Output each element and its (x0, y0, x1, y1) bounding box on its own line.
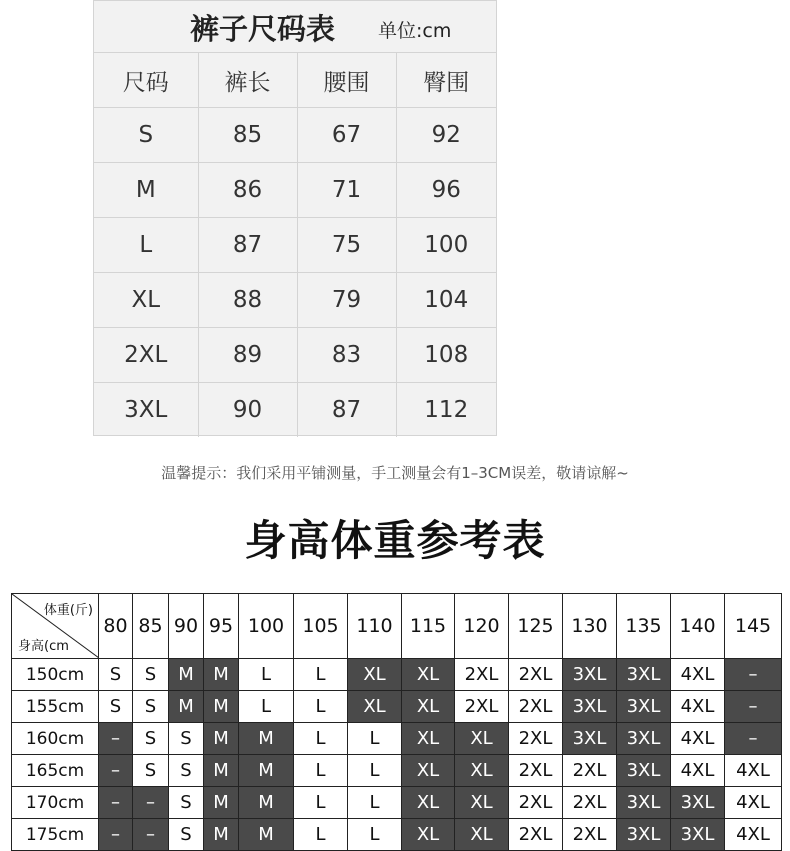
size-recommendation-cell: XL (402, 691, 455, 723)
size-recommendation-cell: 3XL (617, 755, 671, 787)
pants-size-grid (94, 53, 496, 437)
size-recommendation-cell: 3XL (563, 691, 617, 723)
size-recommendation-cell: S (169, 787, 204, 819)
size-recommendation-cell: XL (402, 755, 455, 787)
size-recommendation-cell: 4XL (671, 659, 725, 691)
weight-header-cell: 90 (169, 594, 204, 659)
size-recommendation-cell: 2XL (509, 659, 563, 691)
size-recommendation-cell: M (169, 691, 204, 723)
pants-value-cell: 83 (297, 328, 396, 383)
size-recommendation-cell: L (348, 819, 402, 851)
height-label-cell: 155cm (12, 691, 99, 723)
pants-value-cell: 75 (297, 218, 396, 273)
size-recommendation-cell: S (169, 819, 204, 851)
size-recommendation-cell: – (99, 723, 133, 755)
height-label-cell: 165cm (12, 755, 99, 787)
size-recommendation-cell: XL (455, 755, 509, 787)
size-recommendation-cell: 4XL (671, 691, 725, 723)
pants-value-cell: 87 (297, 383, 396, 438)
pants-value-cell: 85 (198, 108, 297, 163)
pants-size-cell: M (94, 163, 198, 218)
height-row (12, 819, 782, 851)
weight-header-cell: 130 (563, 594, 617, 659)
size-recommendation-cell: M (169, 659, 204, 691)
pants-value-cell: 87 (198, 218, 297, 273)
size-recommendation-cell: L (348, 787, 402, 819)
size-recommendation-cell: L (294, 659, 348, 691)
size-recommendation-cell: XL (348, 659, 402, 691)
size-recommendation-cell: XL (402, 723, 455, 755)
size-recommendation-cell: XL (402, 787, 455, 819)
pants-size-table (93, 0, 497, 436)
size-recommendation-cell: 3XL (617, 691, 671, 723)
pants-table-row (94, 328, 496, 383)
size-recommendation-cell: 2XL (509, 819, 563, 851)
size-recommendation-cell: XL (455, 723, 509, 755)
size-recommendation-cell: M (204, 659, 239, 691)
weight-header-cell: 100 (239, 594, 294, 659)
height-label-cell: 170cm (12, 787, 99, 819)
size-recommendation-cell: 3XL (617, 819, 671, 851)
pants-value-cell: 90 (198, 383, 297, 438)
pants-value-cell: 96 (396, 163, 496, 218)
size-recommendation-cell: S (133, 691, 169, 723)
size-recommendation-cell: 2XL (509, 691, 563, 723)
height-row (12, 787, 782, 819)
pants-value-cell: 79 (297, 273, 396, 328)
height-row (12, 723, 782, 755)
size-recommendation-cell: M (239, 723, 294, 755)
weight-header-cell: 135 (617, 594, 671, 659)
size-recommendation-cell: – (725, 691, 782, 723)
height-row (12, 659, 782, 691)
weight-header-row (12, 594, 782, 659)
size-recommendation-cell: 4XL (725, 787, 782, 819)
pants-size-cell: XL (94, 273, 198, 328)
pants-value-cell: 100 (396, 218, 496, 273)
pants-value-cell: 88 (198, 273, 297, 328)
pants-size-cell: 2XL (94, 328, 198, 383)
pants-value-cell: 108 (396, 328, 496, 383)
size-recommendation-cell: XL (455, 819, 509, 851)
pants-value-cell: 86 (198, 163, 297, 218)
size-recommendation-cell: 3XL (563, 659, 617, 691)
size-recommendation-cell: M (239, 755, 294, 787)
corner-header-cell (12, 594, 99, 659)
height-row (12, 691, 782, 723)
size-recommendation-cell: M (204, 755, 239, 787)
size-recommendation-cell: M (239, 819, 294, 851)
weight-header-cell: 95 (204, 594, 239, 659)
pants-header-cell: 臀围 (396, 53, 496, 108)
reference-table-title: 身高体重参考表 (244, 516, 546, 565)
size-recommendation-cell: 2XL (563, 755, 617, 787)
size-recommendation-cell: M (204, 819, 239, 851)
size-recommendation-cell: 4XL (725, 755, 782, 787)
height-row (12, 755, 782, 787)
size-recommendation-cell: L (348, 723, 402, 755)
size-recommendation-cell: 3XL (671, 787, 725, 819)
pants-value-cell: 71 (297, 163, 396, 218)
height-label-cell: 160cm (12, 723, 99, 755)
size-recommendation-cell: 3XL (617, 787, 671, 819)
size-recommendation-cell: S (169, 755, 204, 787)
size-recommendation-cell: 2XL (563, 787, 617, 819)
pants-value-cell: 112 (424, 397, 469, 423)
size-recommendation-cell: 4XL (671, 755, 725, 787)
size-recommendation-cell: – (725, 723, 782, 755)
pants-size-cell: 3XL (94, 383, 198, 438)
height-label-cell: 150cm (12, 659, 99, 691)
corner-height-label: 身高(cm (18, 639, 69, 654)
pants-size-cell: S (94, 108, 198, 163)
size-recommendation-cell: XL (455, 787, 509, 819)
height-label-cell: 175cm (12, 819, 99, 851)
pants-title-row (94, 1, 496, 53)
size-recommendation-cell: – (99, 819, 133, 851)
size-recommendation-cell: 2XL (509, 755, 563, 787)
size-recommendation-cell: S (99, 659, 133, 691)
size-recommendation-cell: 2XL (455, 659, 509, 691)
size-recommendation-cell: S (133, 659, 169, 691)
pants-header-cell: 裤长 (198, 53, 297, 108)
size-recommendation-cell: 2XL (509, 723, 563, 755)
size-recommendation-cell: L (239, 691, 294, 723)
size-recommendation-cell: 2XL (563, 819, 617, 851)
size-recommendation-cell: – (99, 755, 133, 787)
height-weight-reference-table (11, 593, 782, 851)
pants-value-cell: 92 (396, 108, 496, 163)
pants-table-unit: 单位:cm (378, 20, 452, 42)
pants-value-cell: 104 (396, 273, 496, 328)
weight-header-cell: 110 (348, 594, 402, 659)
pants-size-cell: L (94, 218, 198, 273)
weight-header-cell: 105 (294, 594, 348, 659)
weight-header-cell: 125 (509, 594, 563, 659)
size-recommendation-cell: S (133, 755, 169, 787)
pants-table-title: 裤子尺码表 (190, 12, 336, 46)
pants-value-cell: 89 (198, 328, 297, 383)
size-recommendation-cell: 3XL (671, 819, 725, 851)
pants-table-row (94, 273, 496, 328)
size-recommendation-cell: – (725, 659, 782, 691)
size-recommendation-cell: 4XL (671, 723, 725, 755)
weight-header-cell: 115 (402, 594, 455, 659)
size-recommendation-cell: L (239, 659, 294, 691)
measurement-tip: 温馨提示：我们采用平铺测量，手工测量会有1–3CM误差，敬请谅解~ (161, 464, 629, 482)
weight-header-cell: 85 (133, 594, 169, 659)
weight-header-cell: 145 (725, 594, 782, 659)
size-recommendation-cell: 3XL (617, 723, 671, 755)
size-recommendation-cell: – (133, 819, 169, 851)
size-recommendation-cell: L (348, 755, 402, 787)
size-recommendation-cell: 3XL (617, 659, 671, 691)
pants-header-cell: 腰围 (297, 53, 396, 108)
size-recommendation-cell: 2XL (509, 787, 563, 819)
size-recommendation-cell: M (239, 787, 294, 819)
pants-table-row (94, 218, 496, 273)
size-recommendation-cell: 2XL (455, 691, 509, 723)
size-recommendation-cell: L (294, 787, 348, 819)
size-recommendation-cell: 4XL (725, 819, 782, 851)
pants-header-row (94, 53, 496, 108)
size-recommendation-cell: L (294, 819, 348, 851)
pants-header-cell: 尺码 (94, 53, 198, 108)
size-recommendation-cell: XL (348, 691, 402, 723)
pants-table-row (94, 163, 496, 218)
size-recommendation-cell: 3XL (563, 723, 617, 755)
size-recommendation-cell: XL (402, 819, 455, 851)
pants-value-cell: 67 (297, 108, 396, 163)
pants-table-row (94, 383, 496, 438)
size-recommendation-cell: XL (402, 659, 455, 691)
size-recommendation-cell: – (99, 787, 133, 819)
size-recommendation-cell: S (133, 723, 169, 755)
size-recommendation-cell: S (169, 723, 204, 755)
weight-header-cell: 120 (455, 594, 509, 659)
pants-table-row (94, 108, 496, 163)
size-recommendation-cell: L (294, 691, 348, 723)
weight-header-cell: 140 (671, 594, 725, 659)
size-recommendation-cell: S (99, 691, 133, 723)
size-recommendation-cell: L (294, 755, 348, 787)
size-recommendation-cell: M (204, 691, 239, 723)
size-recommendation-cell: M (204, 787, 239, 819)
size-recommendation-cell: L (294, 723, 348, 755)
weight-header-cell: 80 (99, 594, 133, 659)
size-recommendation-cell: – (133, 787, 169, 819)
size-recommendation-cell: M (204, 723, 239, 755)
corner-weight-label: 体重(斤) (43, 603, 93, 618)
